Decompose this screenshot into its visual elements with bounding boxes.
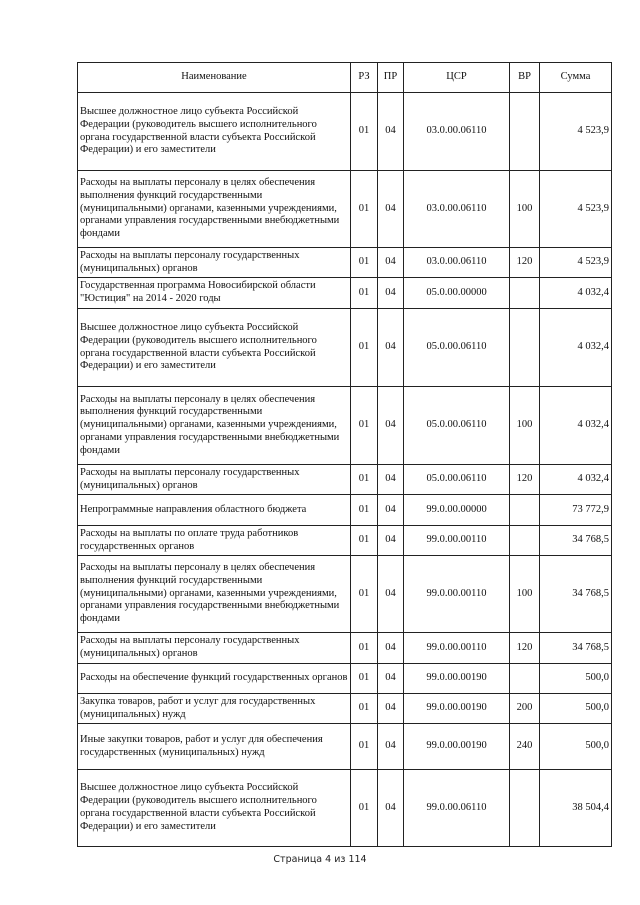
cell-sum: 34 768,5 <box>540 633 612 664</box>
cell-csr: 03.0.00.06110 <box>404 171 510 248</box>
cell-pr: 04 <box>378 309 404 387</box>
cell-vr: 200 <box>510 694 540 724</box>
cell-rz: 01 <box>351 633 378 664</box>
cell-pr: 04 <box>378 387 404 465</box>
cell-rz: 01 <box>351 556 378 633</box>
cell-csr: 03.0.00.06110 <box>404 93 510 171</box>
cell-csr: 05.0.00.06110 <box>404 309 510 387</box>
cell-csr: 99.0.00.06110 <box>404 770 510 847</box>
cell-csr: 99.0.00.00000 <box>404 495 510 526</box>
cell-rz: 01 <box>351 387 378 465</box>
cell-sum: 4 523,9 <box>540 248 612 278</box>
cell-vr: 240 <box>510 724 540 770</box>
cell-sum: 73 772,9 <box>540 495 612 526</box>
header-vr: ВР <box>510 63 540 93</box>
cell-name: Государственная программа Новосибирской области "Юстиция" на 2014 - 2020 годы <box>78 278 351 309</box>
cell-vr: 120 <box>510 248 540 278</box>
cell-pr: 04 <box>378 694 404 724</box>
cell-pr: 04 <box>378 526 404 556</box>
header-sum: Сумма <box>540 63 612 93</box>
cell-sum: 4 523,9 <box>540 171 612 248</box>
table-row <box>78 278 612 309</box>
cell-pr: 04 <box>378 664 404 694</box>
page-number: Страница 4 из 114 <box>273 854 367 865</box>
cell-rz: 01 <box>351 724 378 770</box>
cell-sum: 500,0 <box>540 664 612 694</box>
table-row <box>78 770 612 847</box>
cell-sum: 500,0 <box>540 724 612 770</box>
cell-sum: 500,0 <box>540 694 612 724</box>
cell-pr: 04 <box>378 770 404 847</box>
cell-rz: 01 <box>351 526 378 556</box>
cell-vr: 100 <box>510 556 540 633</box>
cell-name: Расходы на выплаты персоналу в целях обеспечения выполнения функций государственными (муниципальными) органами, казенными учреждениями, органами управления государственными внебюджетными фондами <box>78 556 351 633</box>
table-row <box>78 633 612 664</box>
budget-table <box>77 62 612 847</box>
cell-rz: 01 <box>351 465 378 495</box>
cell-name: Высшее должностное лицо субъекта Российской Федерации (руководитель высшего исполнительного органа государственной власти субъекта Российской Федерации) и его заместители <box>78 309 351 387</box>
cell-vr: 100 <box>510 387 540 465</box>
cell-sum: 34 768,5 <box>540 556 612 633</box>
table-row <box>78 526 612 556</box>
header-row <box>78 63 612 93</box>
table-row <box>78 248 612 278</box>
cell-rz: 01 <box>351 309 378 387</box>
table-row <box>78 495 612 526</box>
cell-vr <box>510 526 540 556</box>
table-header <box>78 63 612 93</box>
cell-vr: 120 <box>510 465 540 495</box>
cell-name: Расходы на выплаты персоналу государственных (муниципальных) органов <box>78 248 351 278</box>
cell-pr: 04 <box>378 171 404 248</box>
cell-csr: 05.0.00.00000 <box>404 278 510 309</box>
cell-csr: 99.0.00.00110 <box>404 556 510 633</box>
cell-sum: 4 032,4 <box>540 278 612 309</box>
header-pr: ПР <box>378 63 404 93</box>
cell-pr: 04 <box>378 278 404 309</box>
cell-sum: 34 768,5 <box>540 526 612 556</box>
cell-name: Расходы на выплаты персоналу государственных (муниципальных) органов <box>78 633 351 664</box>
table-row <box>78 387 612 465</box>
cell-vr <box>510 770 540 847</box>
cell-vr <box>510 664 540 694</box>
cell-sum: 38 504,4 <box>540 770 612 847</box>
cell-pr: 04 <box>378 248 404 278</box>
cell-name: Расходы на выплаты персоналу государственных (муниципальных) органов <box>78 465 351 495</box>
cell-name: Расходы на выплаты по оплате труда работников государственных органов <box>78 526 351 556</box>
cell-name: Непрограммные направления областного бюджета <box>78 495 351 526</box>
cell-name: Иные закупки товаров, работ и услуг для обеспечения государственных (муниципальных) нужд <box>78 724 351 770</box>
table-row <box>78 724 612 770</box>
cell-pr: 04 <box>378 93 404 171</box>
cell-name: Расходы на выплаты персоналу в целях обеспечения выполнения функций государственными (муниципальными) органами, казенными учреждениями, органами управления государственными внебюджетными фондами <box>78 387 351 465</box>
table-row <box>78 309 612 387</box>
header-csr: ЦСР <box>404 63 510 93</box>
cell-csr: 99.0.00.00190 <box>404 694 510 724</box>
table-row <box>78 465 612 495</box>
cell-sum: 4 032,4 <box>540 387 612 465</box>
table-row <box>78 694 612 724</box>
cell-vr: 120 <box>510 633 540 664</box>
cell-vr <box>510 309 540 387</box>
table-row <box>78 93 612 171</box>
cell-pr: 04 <box>378 556 404 633</box>
cell-csr: 03.0.00.06110 <box>404 248 510 278</box>
cell-name: Расходы на выплаты персоналу в целях обеспечения выполнения функций государственными (муниципальными) органами, казенными учреждениями, органами управления государственными внебюджетными фондами <box>78 171 351 248</box>
cell-rz: 01 <box>351 694 378 724</box>
header-name: Наименование <box>78 63 351 93</box>
cell-vr <box>510 93 540 171</box>
cell-csr: 99.0.00.00110 <box>404 526 510 556</box>
cell-name: Высшее должностное лицо субъекта Российской Федерации (руководитель высшего исполнительного органа государственной власти субъекта Российской Федерации) и его заместители <box>78 770 351 847</box>
cell-vr <box>510 495 540 526</box>
table-row <box>78 556 612 633</box>
cell-csr: 05.0.00.06110 <box>404 387 510 465</box>
cell-csr: 05.0.00.06110 <box>404 465 510 495</box>
cell-rz: 01 <box>351 248 378 278</box>
table-body <box>78 93 612 847</box>
table-row <box>78 664 612 694</box>
cell-vr <box>510 278 540 309</box>
cell-rz: 01 <box>351 664 378 694</box>
cell-name: Закупка товаров, работ и услуг для государственных (муниципальных) нужд <box>78 694 351 724</box>
cell-vr: 100 <box>510 171 540 248</box>
cell-rz: 01 <box>351 171 378 248</box>
cell-csr: 99.0.00.00110 <box>404 633 510 664</box>
cell-name: Расходы на обеспечение функций государственных органов <box>78 664 351 694</box>
header-rz: РЗ <box>351 63 378 93</box>
cell-rz: 01 <box>351 278 378 309</box>
cell-rz: 01 <box>351 495 378 526</box>
cell-csr: 99.0.00.00190 <box>404 724 510 770</box>
cell-pr: 04 <box>378 495 404 526</box>
cell-sum: 4 032,4 <box>540 465 612 495</box>
cell-pr: 04 <box>378 633 404 664</box>
table-row <box>78 171 612 248</box>
cell-pr: 04 <box>378 465 404 495</box>
cell-csr: 99.0.00.00190 <box>404 664 510 694</box>
cell-name: Высшее должностное лицо субъекта Российской Федерации (руководитель высшего исполнительного органа государственной власти субъекта Российской Федерации) и его заместители <box>78 93 351 171</box>
cell-rz: 01 <box>351 770 378 847</box>
cell-sum: 4 032,4 <box>540 309 612 387</box>
cell-sum: 4 523,9 <box>540 93 612 171</box>
cell-pr: 04 <box>378 724 404 770</box>
cell-rz: 01 <box>351 93 378 171</box>
